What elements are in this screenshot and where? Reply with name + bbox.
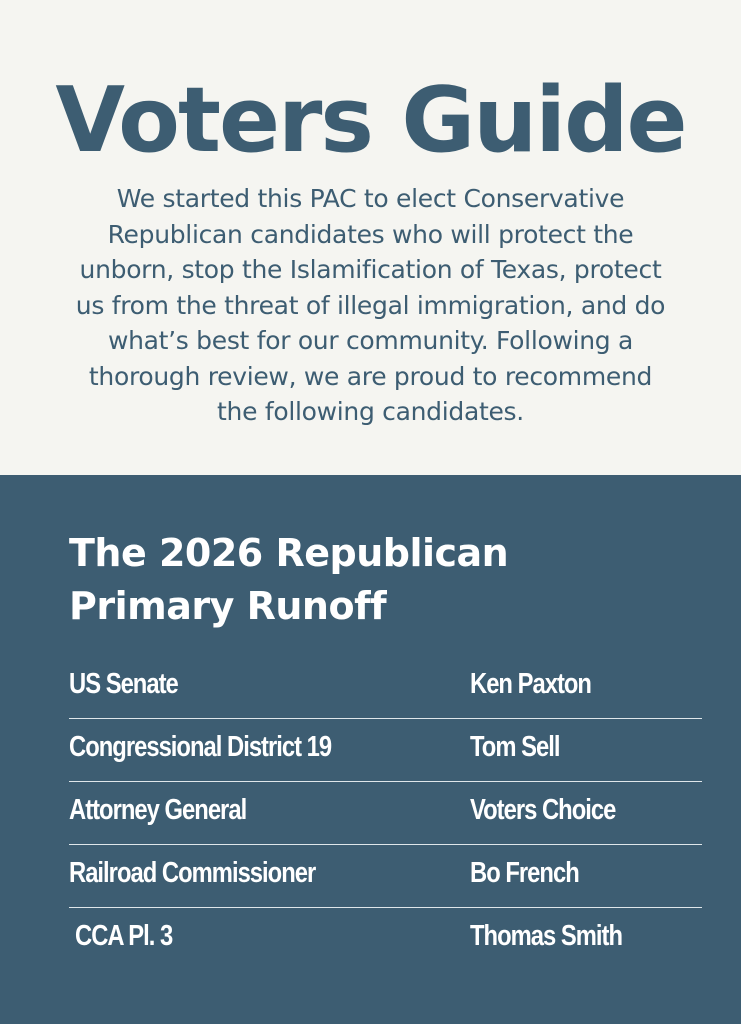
race-candidate: Bo French — [470, 857, 579, 889]
recommendations-section — [0, 475, 741, 1024]
intro-line: the following candidates. — [217, 397, 524, 426]
race-candidate: Ken Paxton — [470, 668, 591, 700]
runoff-heading — [69, 527, 689, 633]
race-row — [69, 845, 702, 908]
race-candidate: Tom Sell — [470, 731, 560, 763]
race-candidate: Voters Choice — [470, 794, 616, 826]
intro-line: us from the threat of illegal immigration, and do — [75, 290, 666, 320]
races-list — [69, 656, 702, 971]
intro-paragraph — [40, 181, 701, 430]
race-row — [69, 908, 702, 971]
intro-section — [0, 0, 741, 475]
intro-line: what’s best for our community. Following a — [107, 326, 634, 355]
heading-line: The 2026 Republican — [69, 531, 509, 575]
intro-line: We started this PAC to elect Conservative — [116, 184, 625, 213]
race-row — [69, 656, 702, 719]
race-row — [69, 719, 702, 782]
heading-line: Primary Runoff — [69, 584, 387, 628]
race-office: US Senate — [69, 668, 178, 700]
race-office: CCA Pl. 3 — [75, 920, 173, 952]
race-candidate: Thomas Smith — [470, 920, 623, 952]
intro-line: unborn, stop the Islamification of Texas, protect — [79, 255, 662, 284]
page-title: Voters Guide — [55, 68, 686, 173]
race-office: Congressional District 19 — [69, 731, 332, 763]
intro-line: Republican candidates who will protect the — [107, 219, 634, 249]
race-row — [69, 782, 702, 845]
race-office: Railroad Commissioner — [69, 857, 316, 889]
intro-line: thorough review, we are proud to recommend — [88, 361, 653, 391]
race-office: Attorney General — [69, 794, 247, 826]
